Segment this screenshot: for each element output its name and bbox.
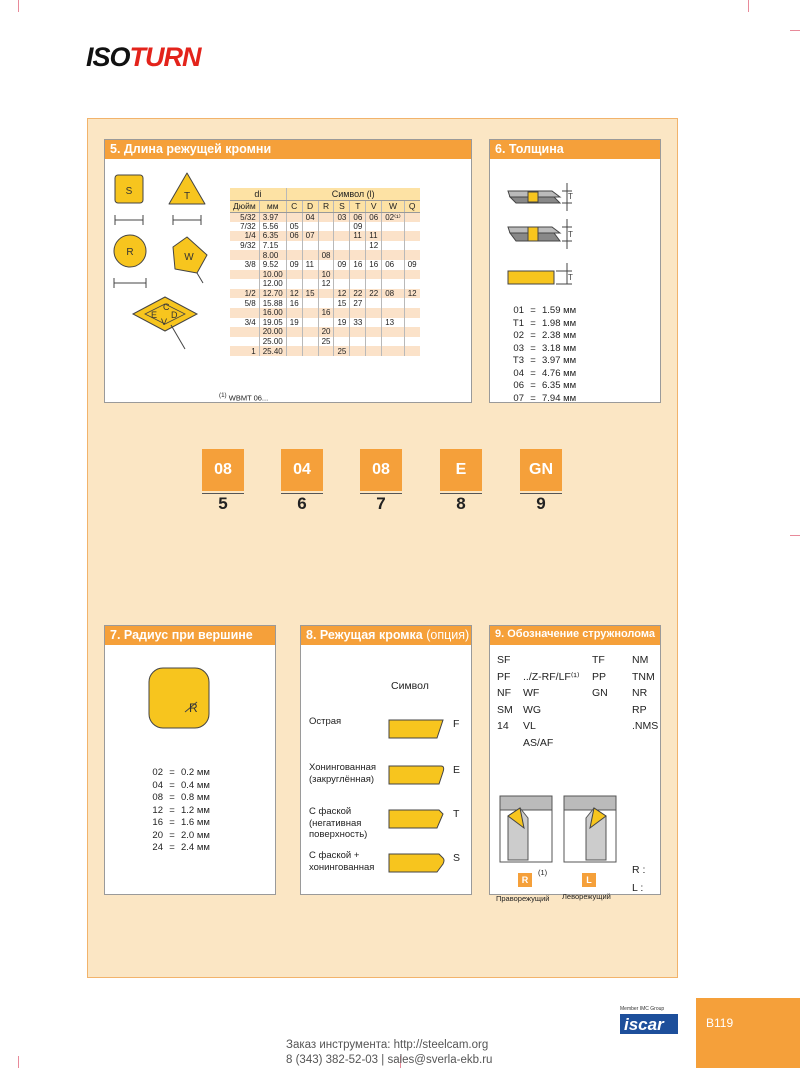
table-cell bbox=[334, 231, 350, 241]
table-cell bbox=[334, 222, 350, 232]
table-cell bbox=[404, 346, 419, 356]
table-cell: 5.56 bbox=[259, 222, 286, 232]
list-item: 06 = 6.35 мм bbox=[513, 380, 577, 391]
table-cell bbox=[318, 222, 334, 232]
section-cutting-edge-length bbox=[104, 139, 472, 403]
table-cell: 09 bbox=[350, 222, 366, 232]
table-cell bbox=[230, 337, 259, 347]
table-cell: 1 bbox=[230, 346, 259, 356]
table-cell: 12.00 bbox=[259, 279, 286, 289]
insert-shapes-diagram bbox=[105, 159, 230, 403]
table-cell bbox=[404, 270, 419, 280]
table-cell bbox=[302, 250, 318, 260]
table-cell bbox=[334, 270, 350, 280]
table-row bbox=[230, 231, 420, 241]
section-thickness bbox=[489, 139, 661, 403]
table-cell bbox=[404, 298, 419, 308]
chipbreaker-code: SF bbox=[497, 654, 511, 666]
table-cell: 19 bbox=[286, 318, 302, 328]
table-cell: 5/8 bbox=[230, 298, 259, 308]
table-cell bbox=[366, 308, 382, 318]
table-cell bbox=[350, 308, 366, 318]
chipbreaker-code: 14 bbox=[497, 720, 509, 732]
chipbreaker-code: RP bbox=[632, 703, 647, 716]
table-cell bbox=[286, 270, 302, 280]
chipbreaker-code: .NMS bbox=[632, 720, 659, 732]
table-cell: 16 bbox=[350, 260, 366, 270]
edge-insert-icon bbox=[385, 808, 445, 830]
table-cell: 25 bbox=[318, 337, 334, 347]
edge-symbol: F bbox=[453, 718, 460, 730]
svg-text:R: R bbox=[126, 247, 134, 258]
svg-text:S: S bbox=[125, 186, 133, 197]
table-cell bbox=[382, 346, 405, 356]
table-cell bbox=[366, 337, 382, 347]
code-position: 5 bbox=[218, 494, 228, 513]
table-cell bbox=[334, 327, 350, 337]
table-cell: 16 bbox=[318, 308, 334, 318]
chipbreaker-code: TF bbox=[592, 654, 605, 666]
table-row bbox=[230, 279, 420, 289]
header-symbol: Символ (l) bbox=[286, 188, 419, 200]
list-item: 12 = 1.2 мм bbox=[152, 804, 210, 816]
table-cell: 11 bbox=[366, 231, 382, 241]
edge-label: С фаской + хонингованная bbox=[309, 850, 375, 873]
list-item: 16 = 1.6 мм bbox=[152, 817, 210, 828]
table-cell bbox=[302, 346, 318, 356]
svg-text:Member IMC Group: Member IMC Group bbox=[620, 1006, 665, 1012]
table-cell bbox=[382, 337, 405, 347]
table-cell: 12 bbox=[286, 289, 302, 299]
table-cell bbox=[382, 327, 405, 337]
table-cell bbox=[302, 337, 318, 347]
crop-mark bbox=[18, 1056, 19, 1068]
table-cell bbox=[404, 337, 419, 347]
table-cell bbox=[382, 250, 405, 260]
table-cell: 1/4 bbox=[230, 231, 259, 241]
table-cell: 25.00 bbox=[259, 337, 286, 347]
iscar-logo bbox=[618, 1002, 680, 1036]
chipbreaker-code: GN bbox=[592, 687, 608, 699]
table-cell: 7.15 bbox=[259, 241, 286, 251]
table-cell bbox=[350, 241, 366, 251]
table-row bbox=[230, 260, 420, 270]
table-cell bbox=[230, 279, 259, 289]
chipbreaker-code: NF bbox=[497, 687, 511, 699]
table-row bbox=[230, 289, 420, 299]
table-cell: 7/32 bbox=[230, 222, 259, 232]
table-cell bbox=[318, 346, 334, 356]
table-cell bbox=[334, 308, 350, 318]
table-cell bbox=[318, 231, 334, 241]
svg-text:D: D bbox=[171, 310, 178, 320]
svg-text:W: W bbox=[184, 252, 194, 263]
chipbreaker-code: ../Z-RF/LF⁽¹⁾ bbox=[523, 670, 580, 683]
table-cell: 11 bbox=[302, 260, 318, 270]
table-cell bbox=[230, 308, 259, 318]
table-cell bbox=[382, 270, 405, 280]
chipbreaker-code: NR bbox=[632, 687, 648, 699]
table-cell bbox=[366, 270, 382, 280]
right-hand-box: R bbox=[518, 870, 532, 888]
table-cell bbox=[350, 346, 366, 356]
table-cell bbox=[404, 308, 419, 318]
table-cell bbox=[404, 241, 419, 251]
table-row bbox=[230, 241, 420, 251]
table-cell bbox=[334, 241, 350, 251]
table-cell: 05 bbox=[286, 222, 302, 232]
table-cell bbox=[286, 241, 302, 251]
thickness-diagram bbox=[490, 159, 662, 285]
edge-symbol: T bbox=[453, 808, 460, 820]
table-cell: 06 bbox=[286, 231, 302, 241]
table-cell bbox=[382, 308, 405, 318]
table-cell bbox=[404, 327, 419, 337]
code-position: 6 bbox=[297, 494, 307, 513]
svg-text:T: T bbox=[183, 191, 191, 202]
order-link[interactable]: Заказ инструмента: http://steelcam.org bbox=[286, 1039, 489, 1051]
list-item: T1 = 1.98 мм bbox=[512, 317, 577, 329]
table-cell bbox=[230, 270, 259, 280]
list-item: 01 = 1.59 мм bbox=[513, 305, 577, 316]
footer-contacts bbox=[286, 1038, 492, 1068]
svg-text:R: R bbox=[189, 701, 198, 715]
right-hand-note: (1) bbox=[538, 868, 548, 877]
chipbreaker-col-3 bbox=[592, 652, 608, 702]
table-cell: 3.97 bbox=[259, 212, 286, 222]
chipbreaker-col-4 bbox=[632, 652, 658, 735]
table-cell: 12 bbox=[334, 289, 350, 299]
table-cell: 6.35 bbox=[259, 231, 286, 241]
table-cell bbox=[286, 308, 302, 318]
code-box: GN bbox=[520, 449, 562, 491]
table-cell bbox=[350, 250, 366, 260]
table-cell: 06 bbox=[382, 260, 405, 270]
table-cell bbox=[404, 250, 419, 260]
table-cell: 09 bbox=[404, 260, 419, 270]
table-cell bbox=[318, 298, 334, 308]
table-cell bbox=[350, 279, 366, 289]
table-cell bbox=[366, 250, 382, 260]
table-row bbox=[230, 222, 420, 232]
table-cell bbox=[286, 212, 302, 222]
table-cell bbox=[366, 346, 382, 356]
svg-text:E: E bbox=[151, 310, 158, 320]
radius-list bbox=[145, 767, 210, 855]
table-cell: 1/2 bbox=[230, 289, 259, 299]
section-title: 7. Радиус при вершине bbox=[105, 626, 275, 645]
table-cell bbox=[318, 289, 334, 299]
table-cell bbox=[302, 222, 318, 232]
table-cell: 07 bbox=[302, 231, 318, 241]
table-cell bbox=[404, 318, 419, 328]
table-row bbox=[230, 337, 420, 347]
table-row bbox=[230, 308, 420, 318]
content-frame bbox=[87, 118, 678, 978]
table-cell bbox=[366, 279, 382, 289]
list-item: 02 = 2.38 мм bbox=[513, 330, 577, 341]
table-cell: 9.52 bbox=[259, 260, 286, 270]
table-body bbox=[230, 212, 420, 356]
table-cell: 08 bbox=[318, 250, 334, 260]
section-corner-radius bbox=[104, 625, 276, 895]
table-cell: 33 bbox=[350, 318, 366, 328]
table-cell: 06 bbox=[366, 212, 382, 222]
code-position: 9 bbox=[536, 494, 546, 513]
table-cell: 16 bbox=[366, 260, 382, 270]
table-cell: 19.05 bbox=[259, 318, 286, 328]
left-hand-box: L bbox=[582, 870, 596, 888]
crop-mark bbox=[790, 535, 800, 536]
table-cell: 20 bbox=[318, 327, 334, 337]
table-cell bbox=[366, 318, 382, 328]
table-cell bbox=[302, 327, 318, 337]
table-cell bbox=[382, 222, 405, 232]
table-cell bbox=[302, 308, 318, 318]
chipbreaker-code: VL bbox=[523, 720, 536, 732]
table-cell bbox=[382, 231, 405, 241]
edge-symbol: E bbox=[453, 764, 461, 776]
chipbreaker-col-1 bbox=[497, 652, 513, 735]
table-cell bbox=[286, 346, 302, 356]
table-row bbox=[230, 346, 420, 356]
table-cell: 15 bbox=[334, 298, 350, 308]
table-cell bbox=[366, 327, 382, 337]
svg-text:T: T bbox=[568, 192, 573, 201]
section-cutting-edge bbox=[300, 625, 472, 895]
table-cell: 06 bbox=[350, 212, 366, 222]
table-cell bbox=[318, 212, 334, 222]
isoturn-logo: ISOTURN bbox=[86, 42, 201, 72]
table-cell: 15 bbox=[302, 289, 318, 299]
list-item: 02 = 0.2 мм bbox=[152, 767, 210, 778]
table-cell: 02⁽¹⁾ bbox=[382, 212, 405, 222]
table-cell bbox=[334, 337, 350, 347]
chipbreaker-code: TNM bbox=[632, 670, 655, 683]
edge-insert-icon bbox=[385, 764, 445, 786]
table-cell bbox=[366, 298, 382, 308]
table-row bbox=[230, 270, 420, 280]
table-cell bbox=[302, 241, 318, 251]
table-cell: 15.88 bbox=[259, 298, 286, 308]
table-cell bbox=[302, 279, 318, 289]
table-cell: 16.00 bbox=[259, 308, 286, 318]
list-item: 03 = 3.18 мм bbox=[513, 342, 577, 354]
table-cell bbox=[382, 279, 405, 289]
section-title: 6. Толщина bbox=[490, 140, 660, 159]
edge-insert-icon bbox=[385, 718, 445, 740]
thickness-list bbox=[506, 305, 576, 405]
cutting-edge-table: di Символ (l) Дюйм мм C D R S T V W Q 5/32 3.97 04 03 06 06 02⁽¹⁾ 7/32 5.56 05 09 1/4 6.35 06 07 11 11 9/32 7.15 12 8.00 08 3/8 9.52 09 11 09 16 16 06 09 10.00 10 12.00 12 1/2 12.70 12 15 12 22 22 08 12 5/8 15.88 16 15 27 16.00 16 3/4 19.05 19 19 33 13 20.00 20 25.00 25 1 25.40 25 bbox=[230, 188, 420, 356]
table-cell bbox=[404, 231, 419, 241]
list-item: 08 = 0.8 мм bbox=[152, 792, 210, 803]
table-row bbox=[230, 250, 420, 260]
edge-label: Хонингованная (закруглённая) bbox=[309, 762, 376, 785]
table-cell bbox=[350, 270, 366, 280]
table-row bbox=[230, 212, 420, 222]
hand-diagram bbox=[498, 794, 628, 864]
table-cell bbox=[404, 222, 419, 232]
table-cell: 25.40 bbox=[259, 346, 286, 356]
table-cell bbox=[318, 241, 334, 251]
list-item: 24 = 2.4 мм bbox=[152, 842, 210, 853]
table-cell: 22 bbox=[366, 289, 382, 299]
table-cell bbox=[382, 241, 405, 251]
table-cell: 09 bbox=[286, 260, 302, 270]
chipbreaker-code: WG bbox=[523, 703, 542, 716]
table-cell bbox=[230, 327, 259, 337]
chipbreaker-code bbox=[523, 652, 579, 669]
table-cell bbox=[404, 212, 419, 222]
table-cell bbox=[318, 318, 334, 328]
table-cell: 08 bbox=[382, 289, 405, 299]
edge-insert-icon bbox=[385, 852, 445, 874]
svg-text:T: T bbox=[568, 230, 573, 239]
table-cell: 8.00 bbox=[259, 250, 286, 260]
code-position: 8 bbox=[456, 494, 466, 513]
edge-label: Острая bbox=[309, 716, 342, 727]
contact-line[interactable]: 8 (343) 382-52-03 | sales@sverla-ekb.ru bbox=[286, 1054, 493, 1066]
table-row bbox=[230, 327, 420, 337]
chipbreaker-code: PF bbox=[497, 670, 511, 683]
table-cell bbox=[286, 250, 302, 260]
chipbreaker-code: NM bbox=[632, 654, 649, 666]
table-cell bbox=[302, 298, 318, 308]
code-box: E bbox=[440, 449, 482, 491]
code-box: 04 bbox=[281, 449, 323, 491]
corner-radius-diagram bbox=[145, 664, 235, 736]
chipbreaker-code: AS/AF bbox=[523, 736, 554, 749]
svg-text:iscar: iscar bbox=[624, 1015, 664, 1034]
table-cell bbox=[334, 279, 350, 289]
svg-text:T: T bbox=[568, 273, 573, 282]
table-cell: 12 bbox=[318, 279, 334, 289]
code-box: 08 bbox=[360, 449, 402, 491]
code-position: 7 bbox=[376, 494, 386, 513]
crop-mark bbox=[18, 0, 19, 12]
crop-mark bbox=[790, 30, 800, 31]
table-cell bbox=[382, 298, 405, 308]
table-cell bbox=[366, 222, 382, 232]
table-cell bbox=[286, 279, 302, 289]
table-cell bbox=[404, 279, 419, 289]
table-cell: 10 bbox=[318, 270, 334, 280]
table-cell: 12 bbox=[404, 289, 419, 299]
table-row bbox=[230, 298, 420, 308]
list-item: 04 = 0.4 мм bbox=[152, 779, 210, 791]
table-cell bbox=[286, 327, 302, 337]
table-cell: 16 bbox=[286, 298, 302, 308]
table-cell: 27 bbox=[350, 298, 366, 308]
symbol-header: Символ bbox=[391, 680, 429, 692]
list-item: 04 = 4.76 мм bbox=[513, 367, 577, 379]
list-item: T3 = 3.97 мм bbox=[512, 355, 577, 366]
table-cell: 10.00 bbox=[259, 270, 286, 280]
section-title: 9. Обозначение стружнолома bbox=[490, 626, 660, 645]
table-cell: 04 bbox=[302, 212, 318, 222]
table-cell: 12.70 bbox=[259, 289, 286, 299]
edge-symbol: S bbox=[453, 852, 461, 864]
list-item: 07 = 7.94 мм bbox=[513, 392, 577, 404]
page-tab bbox=[696, 998, 800, 1068]
code-box: 08 bbox=[202, 449, 244, 491]
table-cell: 20.00 bbox=[259, 327, 286, 337]
table-cell bbox=[350, 327, 366, 337]
table-cell: 22 bbox=[350, 289, 366, 299]
right-hand-label: Праворежущий bbox=[496, 894, 550, 903]
left-hand-label: Леворежущий bbox=[562, 892, 611, 901]
table-cell: 19 bbox=[334, 318, 350, 328]
table-cell bbox=[334, 250, 350, 260]
svg-text:C: C bbox=[163, 302, 170, 312]
chipbreaker-col-2 bbox=[523, 652, 579, 751]
table-cell bbox=[302, 270, 318, 280]
table-cell: 5/32 bbox=[230, 212, 259, 222]
section-title: 8. Режущая кромка (опция) bbox=[301, 626, 471, 645]
table-cell: 03 bbox=[334, 212, 350, 222]
section-chipbreaker bbox=[489, 625, 661, 903]
chipbreaker-code: SM bbox=[497, 703, 513, 716]
table-cell: 3/4 bbox=[230, 318, 259, 328]
table-cell bbox=[350, 337, 366, 347]
r-side-label: R : bbox=[632, 864, 646, 876]
header-di: di bbox=[230, 188, 286, 200]
list-item: 20 = 2.0 мм bbox=[152, 829, 210, 841]
crop-mark bbox=[748, 0, 749, 12]
table-row bbox=[230, 318, 420, 328]
section-title: 5. Длина режущей кромни bbox=[105, 140, 471, 159]
table-cell: 12 bbox=[366, 241, 382, 251]
table-cell: 09 bbox=[334, 260, 350, 270]
table-cell bbox=[318, 260, 334, 270]
table-cell: 25 bbox=[334, 346, 350, 356]
page-number: B119 bbox=[706, 1016, 734, 1030]
table-cell: 9/32 bbox=[230, 241, 259, 251]
table-cell: 13 bbox=[382, 318, 405, 328]
table-cell bbox=[230, 250, 259, 260]
chipbreaker-code: WF bbox=[523, 687, 540, 699]
svg-text:V: V bbox=[161, 317, 168, 327]
table-cell: 3/8 bbox=[230, 260, 259, 270]
table-cell bbox=[286, 337, 302, 347]
table-cell bbox=[302, 318, 318, 328]
chipbreaker-code: PP bbox=[592, 670, 607, 683]
table-cell: 11 bbox=[350, 231, 366, 241]
l-side-label: L : bbox=[632, 882, 644, 894]
edge-label: С фаской (негативная поверхность) bbox=[309, 806, 368, 840]
table-footnote: $^{(1)}$ WBMT 06... bbox=[219, 392, 269, 403]
